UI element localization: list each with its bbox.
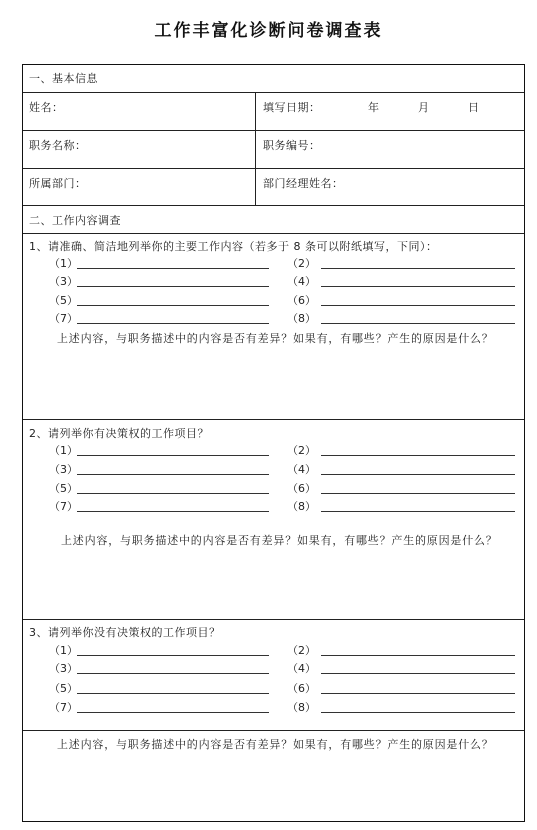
name-field[interactable]: 姓名： [29, 101, 64, 114]
blank-line [321, 493, 515, 494]
answer-line[interactable] [49, 461, 271, 477]
answer-line[interactable] [287, 292, 517, 308]
item-number: （2） [287, 444, 316, 457]
item-number: （8） [287, 701, 316, 714]
question-3-followup: 上述内容，与职务描述中的内容是否有差异？如果有，有哪些？产生的原因是什么？ [57, 738, 494, 751]
blank-line [321, 474, 515, 475]
blank-line [77, 268, 269, 269]
day-label: 日 [468, 101, 479, 114]
questionnaire-form [22, 64, 525, 822]
blank-line [77, 511, 269, 512]
item-number: （4） [287, 275, 316, 288]
answer-line[interactable] [287, 642, 517, 658]
blank-line [321, 712, 515, 713]
item-number: （3） [49, 463, 78, 476]
row-divider [23, 233, 524, 234]
blank-line [321, 323, 515, 324]
item-number: （8） [287, 312, 316, 325]
form-title: 工作丰富化诊断问卷调查表 [154, 21, 383, 41]
answer-line[interactable] [287, 660, 517, 676]
section2-heading: 二、工作内容调查 [29, 214, 121, 227]
answer-line[interactable] [287, 680, 517, 696]
blank-line [321, 268, 515, 269]
item-number: （7） [49, 701, 78, 714]
item-number: （1） [49, 444, 78, 457]
item-number: （7） [49, 312, 78, 325]
answer-line[interactable] [287, 273, 517, 289]
item-number: （4） [287, 463, 316, 476]
row-divider [23, 168, 524, 169]
row-divider [23, 419, 524, 420]
date-field[interactable]: 填写日期： [263, 101, 321, 114]
manager-name-field[interactable]: 部门经理姓名： [263, 177, 344, 190]
item-number: （4） [287, 662, 316, 675]
item-number: （5） [49, 482, 78, 495]
answer-line[interactable] [49, 292, 271, 308]
row-divider [23, 205, 524, 206]
item-number: （3） [49, 275, 78, 288]
answer-line[interactable] [49, 642, 271, 658]
answer-line[interactable] [287, 310, 517, 326]
blank-line [321, 455, 515, 456]
blank-line [77, 286, 269, 287]
answer-line[interactable] [49, 255, 271, 271]
item-number: （3） [49, 662, 78, 675]
column-divider [255, 92, 256, 205]
question-1-followup: 上述内容，与职务描述中的内容是否有差异？如果有，有哪些？产生的原因是什么？ [57, 332, 494, 345]
question-3-title: 3、请列举你没有决策权的工作项目？ [29, 626, 221, 639]
answer-line[interactable] [287, 699, 517, 715]
question-2-followup: 上述内容，与职务描述中的内容是否有差异？如果有，有哪些？产生的原因是什么？ [61, 534, 498, 547]
answer-line[interactable] [49, 480, 271, 496]
blank-line [77, 673, 269, 674]
item-number: （8） [287, 500, 316, 513]
item-number: （5） [49, 682, 78, 695]
answer-line[interactable] [49, 310, 271, 326]
department-field[interactable]: 所属部门： [29, 177, 87, 190]
item-number: （7） [49, 500, 78, 513]
question-2-title: 2、请列举你有决策权的工作项目？ [29, 427, 209, 440]
blank-line [321, 305, 515, 306]
answer-line[interactable] [49, 273, 271, 289]
blank-line [77, 323, 269, 324]
year-label: 年 [368, 101, 379, 114]
section1-heading: 一、基本信息 [29, 72, 98, 85]
answer-line[interactable] [49, 498, 271, 514]
blank-line [321, 655, 515, 656]
item-number: （5） [49, 294, 78, 307]
answer-line[interactable] [287, 498, 517, 514]
item-number: （6） [287, 294, 316, 307]
row-divider [23, 619, 524, 620]
answer-line[interactable] [49, 442, 271, 458]
blank-line [77, 712, 269, 713]
answer-line[interactable] [287, 442, 517, 458]
blank-line [77, 474, 269, 475]
item-number: （6） [287, 482, 316, 495]
position-number-field[interactable]: 职务编号： [263, 139, 321, 152]
row-divider [23, 92, 524, 93]
item-number: （1） [49, 644, 78, 657]
answer-line[interactable] [287, 461, 517, 477]
blank-line [77, 493, 269, 494]
blank-line [77, 693, 269, 694]
blank-line [77, 455, 269, 456]
blank-line [321, 286, 515, 287]
question-1-title: 1、请准确、简洁地列举你的主要工作内容（若多于 8 条可以附纸填写，下同）： [29, 240, 438, 253]
answer-line[interactable] [49, 680, 271, 696]
item-number: （2） [287, 644, 316, 657]
blank-line [77, 655, 269, 656]
blank-line [321, 693, 515, 694]
answer-line[interactable] [287, 255, 517, 271]
row-divider [23, 130, 524, 131]
month-label: 月 [418, 101, 429, 114]
item-number: （2） [287, 257, 316, 270]
answer-line[interactable] [49, 699, 271, 715]
item-number: （6） [287, 682, 316, 695]
item-number: （1） [49, 257, 78, 270]
position-name-field[interactable]: 职务名称： [29, 139, 87, 152]
answer-line[interactable] [287, 480, 517, 496]
blank-line [321, 673, 515, 674]
blank-line [77, 305, 269, 306]
answer-line[interactable] [49, 660, 271, 676]
row-divider [23, 730, 524, 731]
blank-line [321, 511, 515, 512]
